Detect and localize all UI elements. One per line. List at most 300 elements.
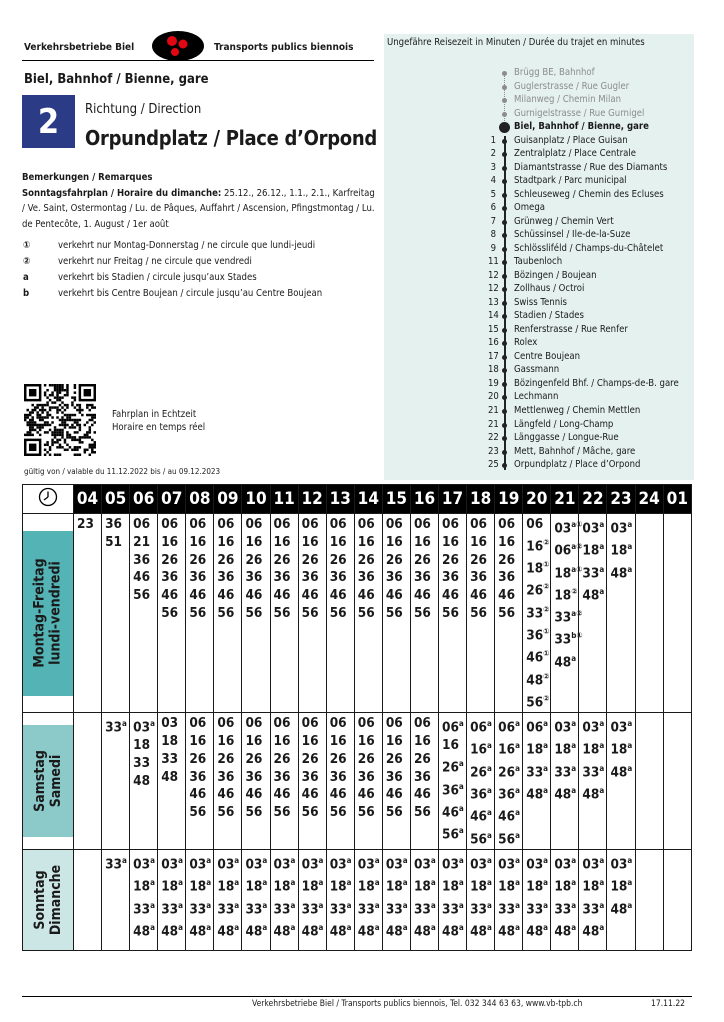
departure-minute[interactable]: 18$^a$ bbox=[329, 878, 352, 895]
departure-minute[interactable]: 33② bbox=[526, 604, 550, 622]
sunday-schedule-note bbox=[22, 186, 377, 233]
departure-minute[interactable]: 33$^a$ bbox=[582, 763, 605, 781]
stop-item bbox=[488, 148, 698, 162]
departure-minute[interactable]: 16 bbox=[245, 732, 263, 749]
departure-minute[interactable]: 33 bbox=[133, 755, 151, 772]
departure-minute[interactable]: 26 bbox=[413, 551, 431, 568]
departure-minute[interactable]: 03$^a$ bbox=[217, 855, 240, 873]
stop-minutes: 19 bbox=[488, 377, 499, 389]
departure-minute[interactable]: 06 bbox=[301, 516, 319, 532]
departure-minute[interactable]: 48$^a$ bbox=[273, 922, 296, 940]
departure-minute[interactable]: 46 bbox=[273, 786, 291, 803]
departure-minute[interactable]: 26 bbox=[329, 750, 347, 767]
departure-minute[interactable]: 48$^a$ bbox=[161, 922, 183, 940]
departure-minute[interactable]: 56 bbox=[301, 804, 319, 821]
departure-minute[interactable]: 36 bbox=[273, 768, 291, 785]
departure-minute[interactable]: 03$^a$ bbox=[498, 855, 520, 873]
departure-minute[interactable]: 36① bbox=[526, 626, 550, 644]
departure-minute[interactable]: 06 bbox=[413, 516, 431, 532]
note-item bbox=[22, 286, 377, 302]
departure-minute[interactable]: 16 bbox=[301, 533, 319, 550]
departure-minute[interactable]: 16 bbox=[413, 533, 431, 550]
departure-minute[interactable]: 16 bbox=[217, 533, 235, 550]
departure-minute[interactable]: 56② bbox=[526, 693, 550, 711]
departure-minute[interactable]: 18$^a$ bbox=[189, 878, 212, 895]
departure-minute[interactable]: 46 bbox=[217, 786, 235, 803]
departure-minute[interactable]: 36 bbox=[413, 569, 431, 586]
stop-minutes: 4 bbox=[490, 175, 496, 187]
departure-minute[interactable]: 18$^a$ bbox=[273, 878, 296, 895]
departure-minute[interactable]: 48$^a$ bbox=[245, 922, 268, 940]
departure-minute[interactable]: 26 bbox=[413, 750, 431, 767]
departure-minute[interactable]: 18$^a$ bbox=[526, 878, 549, 895]
departure-minute[interactable]: 36 bbox=[470, 569, 487, 586]
departure-minute[interactable]: 26$^a$ bbox=[442, 759, 464, 776]
departure-minute[interactable]: 03$^a$ bbox=[329, 855, 352, 873]
departure-minute[interactable]: 26 bbox=[357, 551, 375, 568]
departure-minute[interactable]: 06 bbox=[161, 516, 179, 532]
departure-minute[interactable]: 16 bbox=[357, 732, 375, 749]
departure-minute[interactable]: 03 bbox=[161, 715, 179, 732]
departure-minute[interactable]: 56 bbox=[273, 804, 291, 821]
departure-minute[interactable]: 36 bbox=[301, 569, 319, 586]
departure-minute[interactable]: 33$^a$ bbox=[442, 900, 464, 918]
departure-minute[interactable]: 26 bbox=[161, 551, 179, 568]
departure-minute[interactable]: 18$^a$ bbox=[498, 878, 520, 895]
departure-minute[interactable]: 16② bbox=[526, 537, 550, 555]
departure-minute[interactable]: 46 bbox=[273, 587, 291, 604]
departure-minute[interactable]: 18$^a$ bbox=[357, 878, 380, 895]
departure-minute[interactable]: 36 bbox=[357, 768, 375, 785]
departure-minute[interactable]: 26 bbox=[301, 750, 319, 767]
departure-minute[interactable]: 18$^a$ bbox=[582, 741, 605, 758]
stop-name-label: Mett, Bahnhof / Mâche, gare bbox=[514, 445, 636, 457]
departure-minute[interactable]: 48$^a$ bbox=[301, 922, 324, 940]
departure-minute[interactable]: 48$^a$ bbox=[413, 922, 436, 940]
departure-minute[interactable]: 56 bbox=[245, 804, 263, 821]
departure-minute[interactable]: 48$^a$ bbox=[329, 922, 352, 940]
departure-minute[interactable]: 46 bbox=[245, 786, 263, 803]
departure-minute[interactable]: 16 bbox=[385, 533, 403, 550]
departure-minute[interactable]: 33$^a$ bbox=[554, 900, 577, 918]
departure-minute[interactable]: 48$^a$ bbox=[582, 922, 605, 940]
departure-minute[interactable]: 46 bbox=[385, 786, 403, 803]
departure-minute[interactable]: 46 bbox=[357, 786, 375, 803]
departure-minute[interactable]: 36 bbox=[442, 569, 459, 586]
departure-minute[interactable]: 03$^a$ bbox=[301, 855, 324, 873]
stop-name-label: Guisanplatz / Place Guisan bbox=[514, 134, 628, 146]
departure-minute[interactable]: 48$^a$ bbox=[133, 922, 155, 940]
departure-minute[interactable]: 48$^a$ bbox=[498, 922, 520, 940]
departure-minute[interactable]: 33$^a$ bbox=[245, 900, 268, 918]
departure-minute[interactable]: 06 bbox=[189, 715, 207, 732]
departure-minute[interactable]: 36 bbox=[385, 569, 403, 586]
departure-minute[interactable]: 36$^a$ bbox=[442, 781, 464, 799]
departure-minute[interactable]: 26$^a$ bbox=[470, 763, 492, 781]
departure-minute[interactable]: 33$^a$ bbox=[413, 900, 436, 918]
departure-minute[interactable]: 56 bbox=[161, 604, 179, 621]
departure-minute[interactable]: 33$^a$ bbox=[161, 900, 183, 918]
departure-minute[interactable]: 56 bbox=[133, 587, 151, 604]
departure-minute[interactable]: 06 bbox=[273, 715, 291, 732]
departure-minute[interactable]: 48$^a$ bbox=[554, 786, 577, 803]
departure-minute[interactable]: $18^{a①}$ bbox=[554, 564, 583, 582]
qr-code-icon[interactable] bbox=[24, 384, 96, 456]
departure-minute[interactable]: 33$^a$ bbox=[133, 900, 155, 918]
departure-minute[interactable]: 36 bbox=[161, 569, 179, 586]
departure-minute[interactable]: 56$^a$ bbox=[470, 830, 492, 848]
departure-minute[interactable]: 46 bbox=[301, 587, 319, 604]
departure-minute[interactable]: 06 bbox=[217, 516, 235, 532]
departure-minute[interactable]: 18① bbox=[526, 560, 550, 577]
departure-minute[interactable]: 03$^a$ bbox=[245, 855, 268, 873]
departure-minute[interactable]: 46 bbox=[217, 587, 235, 604]
departure-minute[interactable]: 26② bbox=[526, 582, 550, 599]
departure-minute[interactable]: 36 bbox=[189, 768, 207, 785]
departure-minute[interactable]: 36 bbox=[217, 768, 235, 785]
departure-minute[interactable]: 16$^a$ bbox=[498, 741, 520, 758]
departure-minute[interactable]: 16 bbox=[329, 533, 347, 550]
departure-minute[interactable]: 06 bbox=[189, 516, 207, 532]
departure-minute[interactable]: 46 bbox=[161, 587, 179, 604]
departure-minute[interactable]: 26 bbox=[189, 551, 207, 568]
departure-minute[interactable]: 33$^a$ bbox=[498, 900, 520, 918]
departure-minute[interactable]: 18 bbox=[133, 737, 151, 754]
departure-minute[interactable]: 03$^a$ bbox=[582, 719, 605, 736]
note-text: verkehrt nur Freitag / ne circule que vendredi bbox=[58, 256, 252, 267]
departure-minute[interactable]: 06 bbox=[526, 516, 544, 532]
departure-minute[interactable]: 46 bbox=[133, 569, 151, 586]
departure-minute[interactable]: 36 bbox=[245, 569, 263, 586]
departure-minute[interactable]: 48$^a$ bbox=[526, 786, 549, 803]
departure-minute[interactable]: 56 bbox=[245, 604, 263, 621]
departure-minute[interactable]: 03$^a$ bbox=[582, 855, 605, 873]
departure-minute[interactable]: 03$^a$ bbox=[357, 855, 380, 873]
departure-minute[interactable]: 36 bbox=[189, 569, 207, 586]
departure-minute[interactable]: 33$^a$ bbox=[105, 855, 127, 873]
departure-minute[interactable]: 16 bbox=[161, 533, 179, 550]
departure-minute[interactable]: 46$^a$ bbox=[442, 803, 464, 821]
departure-minute[interactable]: 46 bbox=[245, 587, 263, 604]
departure-minute[interactable]: 46 bbox=[329, 786, 347, 803]
departure-minute[interactable]: 56 bbox=[413, 604, 431, 621]
departure-minute[interactable]: 18$^a$ bbox=[610, 741, 633, 758]
stop-minutes: 12 bbox=[488, 283, 499, 295]
departure-minute[interactable]: 56 bbox=[385, 804, 403, 821]
departure-minute[interactable]: 36 bbox=[217, 569, 235, 586]
departure-minute[interactable]: 56 bbox=[217, 804, 235, 821]
departure-minute[interactable]: 48② bbox=[526, 671, 550, 689]
realtime-link-de[interactable]: Fahrplan in Echtzeit bbox=[112, 409, 197, 420]
departure-minute[interactable]: 56 bbox=[442, 604, 459, 621]
departure-minute[interactable]: 48$^a$ bbox=[442, 922, 464, 940]
hour-cell bbox=[242, 514, 270, 713]
departure-minute[interactable]: 26 bbox=[385, 750, 403, 767]
departure-minute[interactable]: 33$^a$ bbox=[329, 900, 352, 918]
departure-minute[interactable]: 06 bbox=[470, 516, 487, 532]
departure-minute[interactable]: 03$^a$ bbox=[133, 855, 155, 873]
departure-minute[interactable]: 48$^a$ bbox=[217, 922, 240, 940]
departure-minute[interactable]: 16 bbox=[442, 533, 459, 550]
departure-minute[interactable]: 06 bbox=[357, 516, 375, 532]
departure-minute[interactable]: 36$^a$ bbox=[470, 786, 492, 803]
departure-minute[interactable]: 26 bbox=[245, 551, 263, 568]
departure-minute[interactable]: 48 bbox=[161, 768, 179, 785]
departure-minute[interactable]: 16 bbox=[217, 732, 235, 749]
departure-minute[interactable]: 06$^a$ bbox=[442, 719, 464, 736]
departure-minute[interactable]: 36$^a$ bbox=[498, 786, 520, 803]
departure-minute[interactable]: 18$^a$ bbox=[554, 741, 577, 758]
stop-dot-icon bbox=[502, 112, 507, 117]
departure-minute[interactable]: 48$^a$ bbox=[526, 922, 549, 940]
departure-minute[interactable]: 33$^a$ bbox=[301, 900, 324, 918]
departure-minute[interactable]: 36 bbox=[301, 768, 319, 785]
departure-minute[interactable]: 18② bbox=[554, 586, 578, 604]
day-row bbox=[23, 849, 692, 950]
departure-minute[interactable]: 03$^a$ bbox=[610, 855, 633, 873]
departure-minute[interactable]: 18$^a$ bbox=[217, 878, 240, 895]
departure-minute[interactable]: 16 bbox=[413, 732, 431, 749]
departure-minute[interactable]: 18$^a$ bbox=[554, 878, 577, 895]
departure-minute[interactable]: 16 bbox=[357, 533, 375, 550]
departure-minute[interactable]: 36 bbox=[329, 569, 347, 586]
departure-minute[interactable]: 06 bbox=[413, 715, 431, 732]
departure-minute[interactable]: 26 bbox=[498, 551, 516, 568]
departure-minute[interactable]: 03$^a$ bbox=[442, 855, 464, 873]
departure-minute[interactable]: 06$^a$ bbox=[470, 719, 492, 736]
departure-minute[interactable]: 33$^a$ bbox=[385, 900, 408, 918]
departure-minute[interactable]: 46$^a$ bbox=[470, 808, 492, 825]
departure-minute[interactable]: 46 bbox=[301, 786, 319, 803]
departure-minute[interactable]: 06 bbox=[133, 516, 151, 532]
departure-minute[interactable]: 06 bbox=[301, 715, 319, 732]
departure-minute[interactable]: 46 bbox=[413, 587, 431, 604]
departure-minute[interactable]: 46 bbox=[189, 786, 207, 803]
departure-minute[interactable]: 56 bbox=[357, 804, 375, 821]
departure-minute[interactable]: 46 bbox=[442, 587, 459, 604]
departure-minute[interactable]: 56 bbox=[301, 604, 319, 621]
departure-minute[interactable]: 36 bbox=[105, 516, 122, 532]
departure-minute[interactable]: 23 bbox=[77, 516, 94, 532]
departure-minute[interactable]: 56 bbox=[357, 604, 375, 621]
departure-minute[interactable]: 56 bbox=[413, 804, 431, 821]
departure-minute[interactable]: 06 bbox=[357, 715, 375, 732]
departure-minute[interactable]: 56 bbox=[273, 604, 291, 621]
departure-minute[interactable]: 36 bbox=[329, 768, 347, 785]
departure-minute[interactable]: 26 bbox=[470, 551, 487, 568]
departure-minute[interactable]: 03$^a$ bbox=[470, 855, 492, 873]
departure-minute[interactable]: 48$^a$ bbox=[385, 922, 408, 940]
departure-minute[interactable]: 56 bbox=[329, 604, 347, 621]
departure-minute[interactable]: 03$^a$ bbox=[161, 855, 183, 873]
departure-minute[interactable]: 18$^a$ bbox=[610, 542, 633, 559]
departure-minute[interactable]: 18$^a$ bbox=[245, 878, 268, 895]
departure-minute[interactable]: 48$^a$ bbox=[357, 922, 380, 940]
departure-minute[interactable]: 06 bbox=[498, 516, 516, 532]
departure-minute[interactable]: 56 bbox=[189, 604, 207, 621]
departure-minute[interactable]: 46 bbox=[189, 587, 207, 604]
departure-minute[interactable]: 16 bbox=[273, 533, 291, 550]
departure-minute[interactable]: 48$^a$ bbox=[610, 900, 633, 918]
departure-minute[interactable]: 33$^a$ bbox=[273, 900, 296, 918]
departure-minute[interactable]: 56 bbox=[217, 604, 235, 621]
departure-minute[interactable]: 46① bbox=[526, 649, 550, 666]
hour-cell bbox=[298, 849, 326, 950]
departure-minute[interactable]: 33$^a$ bbox=[357, 900, 380, 918]
departure-minute[interactable]: 16 bbox=[498, 533, 516, 550]
departure-minute[interactable]: 33$^a$ bbox=[189, 900, 212, 918]
stop-name-label: Zentralplatz / Place Centrale bbox=[514, 148, 637, 160]
departure-minute[interactable]: 46 bbox=[357, 587, 375, 604]
departure-minute[interactable]: 56 bbox=[470, 604, 487, 621]
departure-minute[interactable]: 48$^a$ bbox=[610, 763, 633, 781]
departure-minute[interactable]: 26 bbox=[385, 551, 403, 568]
departure-minute[interactable]: 33 bbox=[161, 750, 179, 767]
departure-minute[interactable]: 33$^a$ bbox=[217, 900, 240, 918]
departure-minute[interactable]: 26 bbox=[301, 551, 319, 568]
departure-minute[interactable]: 36 bbox=[385, 768, 403, 785]
departure-minute[interactable]: 56$^a$ bbox=[498, 830, 520, 848]
departure-minute[interactable]: 18$^a$ bbox=[582, 878, 605, 895]
departure-minute[interactable]: 03$^a$ bbox=[133, 719, 155, 736]
departure-minute[interactable]: 03$^a$ bbox=[554, 855, 577, 873]
departure-minute[interactable]: 03$^a$ bbox=[526, 855, 549, 873]
departure-minute[interactable]: 18$^a$ bbox=[582, 542, 605, 559]
departure-minute[interactable]: 33$^a$ bbox=[526, 763, 549, 781]
departure-minute[interactable]: 48$^a$ bbox=[189, 922, 212, 940]
departure-minute[interactable]: $33^{b①}$ bbox=[554, 631, 583, 648]
departure-minute[interactable]: 46 bbox=[385, 587, 403, 604]
departure-minute[interactable]: 16 bbox=[189, 533, 207, 550]
departure-minute[interactable]: 18$^a$ bbox=[470, 878, 492, 895]
departure-minute[interactable]: 18 bbox=[161, 732, 179, 749]
departure-minute[interactable]: 06 bbox=[245, 516, 263, 532]
departure-minute[interactable]: 48$^a$ bbox=[554, 653, 577, 671]
departure-minute[interactable]: 06$^a$ bbox=[498, 719, 520, 736]
departure-minute[interactable]: $33^{a②}$ bbox=[554, 609, 583, 626]
departure-minute[interactable]: 06 bbox=[245, 715, 263, 732]
departure-minute[interactable]: 48$^a$ bbox=[610, 564, 633, 582]
departure-minute[interactable]: 36 bbox=[413, 768, 431, 785]
departure-minute[interactable]: 16 bbox=[301, 732, 319, 749]
departure-minute[interactable]: 46 bbox=[413, 786, 431, 803]
departure-minute[interactable]: 03$^a$ bbox=[610, 719, 633, 736]
departure-minute[interactable]: 56 bbox=[189, 804, 207, 821]
departure-minute[interactable]: 33$^a$ bbox=[526, 900, 549, 918]
departure-minute[interactable]: 16$^a$ bbox=[470, 741, 492, 758]
departure-minute[interactable]: 26 bbox=[217, 551, 235, 568]
day-label-cell bbox=[23, 514, 74, 713]
departure-minute[interactable]: 03$^a$ bbox=[610, 520, 633, 537]
departure-minute[interactable]: 56 bbox=[385, 604, 403, 621]
departure-minute[interactable]: 16 bbox=[442, 737, 459, 754]
departure-minute[interactable]: 03$^a$ bbox=[385, 855, 408, 873]
departure-minute[interactable]: 46 bbox=[329, 587, 347, 604]
departure-minute[interactable]: 33$^a$ bbox=[554, 763, 577, 781]
departure-minute[interactable]: 36 bbox=[498, 569, 516, 586]
departure-minute[interactable]: 26 bbox=[273, 750, 291, 767]
departure-minute[interactable]: 06 bbox=[329, 516, 347, 532]
departure-minute[interactable]: 18$^a$ bbox=[133, 878, 155, 895]
departure-minute[interactable]: 16 bbox=[273, 732, 291, 749]
departure-minute[interactable]: 06 bbox=[385, 715, 403, 732]
departure-minute[interactable]: $03^{a①}$ bbox=[554, 520, 583, 537]
hour-cell bbox=[663, 514, 691, 713]
departure-minute[interactable]: 03$^a$ bbox=[413, 855, 436, 873]
departure-minute[interactable]: 51 bbox=[105, 533, 122, 550]
note-symbol: a bbox=[23, 272, 29, 283]
departure-minute[interactable]: 48$^a$ bbox=[582, 586, 605, 604]
departure-minute[interactable]: 56$^a$ bbox=[442, 826, 464, 843]
hour-cell bbox=[439, 514, 467, 713]
departure-minute[interactable]: 18$^a$ bbox=[413, 878, 436, 895]
departure-minute[interactable]: 36 bbox=[357, 569, 375, 586]
departure-minute[interactable]: 21 bbox=[133, 533, 151, 550]
departure-minute[interactable]: $06^{a②}$ bbox=[554, 542, 583, 559]
departure-minute[interactable]: 26 bbox=[442, 551, 459, 568]
departure-minute[interactable]: 48$^a$ bbox=[470, 922, 492, 940]
departure-minute[interactable]: 16 bbox=[385, 732, 403, 749]
departure-minute[interactable]: 03$^a$ bbox=[582, 520, 605, 537]
departure-minute[interactable]: 26 bbox=[217, 750, 235, 767]
departure-minute[interactable]: 16 bbox=[245, 533, 263, 550]
realtime-link-fr[interactable]: Horaire en temps réel bbox=[112, 422, 206, 433]
departure-minute[interactable]: 26 bbox=[357, 750, 375, 767]
stop-dot-icon bbox=[502, 193, 507, 198]
departure-minute[interactable]: 06 bbox=[385, 516, 403, 532]
departure-minute[interactable]: 18$^a$ bbox=[385, 878, 408, 895]
departure-minute[interactable]: 26 bbox=[273, 551, 291, 568]
departure-minute[interactable]: 48$^a$ bbox=[582, 786, 605, 803]
departure-minute[interactable]: 03$^a$ bbox=[189, 855, 212, 873]
departure-minute[interactable]: 46 bbox=[498, 587, 516, 604]
departure-minute[interactable]: 06 bbox=[217, 715, 235, 732]
departure-minute[interactable]: 46$^a$ bbox=[498, 808, 520, 825]
departure-minute[interactable]: 16 bbox=[189, 732, 207, 749]
departure-minute[interactable]: 06 bbox=[273, 516, 291, 532]
departure-minute[interactable]: 33$^a$ bbox=[105, 719, 127, 736]
departure-minute[interactable]: 26$^a$ bbox=[498, 763, 520, 781]
departure-minute[interactable]: 33$^a$ bbox=[582, 900, 605, 918]
departure-minute[interactable]: 48$^a$ bbox=[554, 922, 577, 940]
departure-minute[interactable]: 06 bbox=[329, 715, 347, 732]
departure-minute[interactable]: 33$^a$ bbox=[582, 564, 605, 582]
departure-minute[interactable]: 18$^a$ bbox=[610, 878, 633, 895]
departure-minute[interactable]: 06 bbox=[442, 516, 459, 532]
departure-minute[interactable]: 48 bbox=[133, 773, 151, 790]
departure-minute[interactable]: 18$^a$ bbox=[526, 741, 549, 758]
departure-minute[interactable]: 16 bbox=[470, 533, 487, 550]
departure-minute[interactable]: 36 bbox=[133, 551, 151, 568]
departure-minute[interactable]: 03$^a$ bbox=[273, 855, 296, 873]
departure-minute[interactable]: 26 bbox=[329, 551, 347, 568]
hour-cell bbox=[214, 514, 242, 713]
departure-minute[interactable]: 16 bbox=[329, 732, 347, 749]
departure-minute[interactable]: 56 bbox=[498, 604, 516, 621]
departure-minute[interactable]: 18$^a$ bbox=[161, 878, 183, 895]
departure-minute[interactable]: 36 bbox=[245, 768, 263, 785]
departure-minute[interactable]: 03$^a$ bbox=[554, 719, 577, 736]
departure-minute[interactable]: 18$^a$ bbox=[442, 878, 464, 895]
departure-minute[interactable]: 36 bbox=[273, 569, 291, 586]
departure-minute[interactable]: 46 bbox=[470, 587, 487, 604]
departure-minute[interactable]: 06$^a$ bbox=[526, 719, 549, 736]
departure-minute[interactable]: 18$^a$ bbox=[301, 878, 324, 895]
departure-minute[interactable]: 26 bbox=[189, 750, 207, 767]
departure-minute[interactable]: 26 bbox=[245, 750, 263, 767]
departure-minute[interactable]: 56 bbox=[329, 804, 347, 821]
departure-minute[interactable]: 33$^a$ bbox=[470, 900, 492, 918]
